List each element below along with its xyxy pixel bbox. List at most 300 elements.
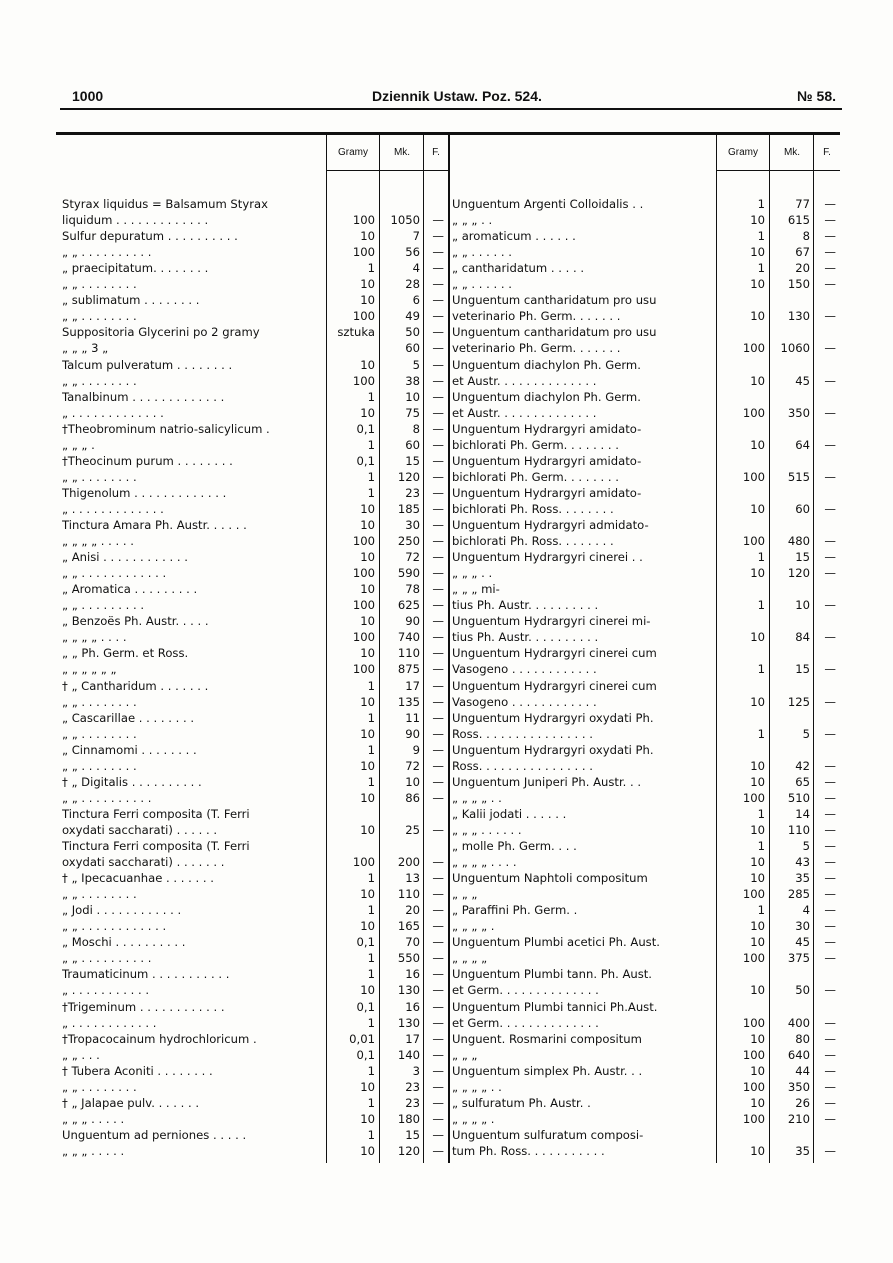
item-f: — [432, 871, 444, 886]
item-gramy: 1 [367, 1095, 375, 1110]
item-name: „ „ . . . . . . . . [62, 726, 137, 741]
item-mk: 50 [405, 325, 420, 340]
item-mk: 6 [412, 293, 420, 308]
item-mk: 615 [787, 213, 810, 228]
item-name: „ „ „ „ . . . . [452, 855, 517, 870]
item-mk: 10 [795, 598, 810, 613]
item-f: — [432, 453, 444, 468]
item-name: † „ Ipecacuanhae . . . . . . . [62, 871, 214, 886]
item-gramy: 10 [750, 437, 765, 452]
item-mk: 5 [802, 726, 810, 741]
item-name: „ „ . . . . . . . . [62, 277, 137, 292]
item-f: — [824, 871, 836, 886]
item-name: et Germ. . . . . . . . . . . . . . [452, 983, 599, 998]
col-f-right: F. [823, 147, 831, 158]
item-gramy: 1 [367, 774, 375, 789]
item-f: — [432, 1095, 444, 1110]
column-divider [326, 135, 327, 1163]
item-mk: 480 [787, 534, 810, 549]
item-name: Unguentum Plumbi acetici Ph. Aust. [452, 935, 660, 950]
item-f: — [824, 309, 836, 324]
item-gramy: 100 [352, 309, 375, 324]
item-mk: 78 [405, 582, 420, 597]
item-f: — [432, 534, 444, 549]
item-gramy: 10 [360, 614, 375, 629]
item-mk: 285 [787, 887, 810, 902]
item-name: bichlorati Ph. Ross. . . . . . . . [452, 501, 614, 516]
item-gramy: 10 [360, 1111, 375, 1126]
item-gramy: 10 [360, 501, 375, 516]
item-gramy: 1 [757, 197, 765, 211]
item-gramy: 10 [360, 1143, 375, 1158]
item-mk: 45 [795, 935, 810, 950]
item-name: Tinctura Ferri composita (T. Ferri [62, 839, 250, 853]
item-name: „ „ „ . . . . . . [452, 822, 522, 837]
item-name: „ „ . . . . . . . . . . [62, 245, 152, 260]
item-mk: 30 [405, 518, 420, 532]
item-name: „ „ . . . . . . . . [62, 469, 137, 484]
item-gramy: 10 [360, 790, 375, 805]
item-f: — [432, 293, 444, 308]
item-name: oxydati saccharati) . . . . . . [62, 822, 218, 837]
item-name: veterinario Ph. Germ. . . . . . . [452, 341, 621, 356]
item-mk: 44 [795, 1063, 810, 1078]
item-gramy: 10 [750, 630, 765, 645]
item-gramy: 100 [352, 373, 375, 388]
item-name: „ „ . . . . . . . . . . . . [62, 919, 167, 934]
item-mk: 70 [405, 935, 420, 950]
item-f: — [432, 213, 444, 228]
item-mk: 11 [405, 710, 420, 725]
item-mk: 350 [787, 405, 810, 420]
item-mk: 10 [405, 774, 420, 789]
item-f: — [432, 790, 444, 805]
item-f: — [432, 229, 444, 244]
item-f: — [432, 903, 444, 918]
item-gramy: 10 [360, 919, 375, 934]
column-divider [423, 135, 424, 1163]
item-gramy: 10 [750, 1031, 765, 1046]
item-gramy: 100 [742, 469, 765, 484]
item-f: — [432, 566, 444, 581]
item-name: Unguentum ad perniones . . . . . [62, 1127, 247, 1142]
item-f: — [824, 1047, 836, 1062]
item-name: bichlorati Ph. Germ. . . . . . . . [452, 437, 619, 452]
item-name: † „ Cantharidum . . . . . . . [62, 678, 209, 693]
item-gramy: 10 [750, 277, 765, 292]
item-f: — [432, 261, 444, 276]
item-name: „ . . . . . . . . . . . . . [62, 501, 164, 516]
item-gramy: 10 [750, 774, 765, 789]
item-mk: 13 [405, 871, 420, 886]
item-mk: 65 [795, 774, 810, 789]
item-f: — [432, 678, 444, 693]
item-mk: 110 [787, 822, 810, 837]
item-mk: 875 [397, 662, 420, 677]
item-gramy: 10 [360, 550, 375, 565]
item-mk: 375 [787, 951, 810, 966]
item-f: — [432, 1079, 444, 1094]
item-mk: 60 [405, 341, 420, 356]
item-mk: 25 [405, 822, 420, 837]
item-f: — [824, 341, 836, 356]
item-gramy: 1 [757, 598, 765, 613]
item-name: „ „ . . . . . . [452, 245, 512, 260]
running-header [60, 86, 840, 108]
item-f: — [432, 999, 444, 1014]
item-mk: 26 [795, 1095, 810, 1110]
item-name: Unguentum Hydrargyri amidato- [452, 421, 642, 436]
item-f: — [824, 245, 836, 260]
item-f: — [824, 405, 836, 420]
item-f: — [432, 373, 444, 388]
item-gramy: 100 [352, 630, 375, 645]
item-gramy: 100 [742, 1079, 765, 1094]
item-mk: 30 [795, 919, 810, 934]
item-name: tius Ph. Austr. . . . . . . . . . [452, 630, 599, 645]
item-gramy: 10 [360, 357, 375, 372]
item-mk: 23 [405, 485, 420, 500]
item-f: — [432, 951, 444, 966]
item-name: bichlorati Ph. Germ. . . . . . . . [452, 469, 619, 484]
item-f: — [824, 983, 836, 998]
item-gramy: 1 [757, 550, 765, 565]
item-f: — [432, 582, 444, 597]
item-name: Unguentum Naphtoli compositum [452, 871, 648, 886]
item-mk: 50 [795, 983, 810, 998]
item-gramy: 10 [360, 822, 375, 837]
item-mk: 15 [405, 453, 420, 468]
item-name: „ „ „ . . . . . [62, 1111, 125, 1126]
item-gramy: 100 [352, 662, 375, 677]
item-mk: 60 [405, 437, 420, 452]
item-mk: 3 [412, 1063, 420, 1078]
item-f: — [432, 742, 444, 757]
item-f: — [432, 694, 444, 709]
item-mk: 5 [802, 839, 810, 853]
item-name: Unguentum Juniperi Ph. Austr. . . [452, 774, 642, 789]
item-gramy: 10 [750, 1063, 765, 1078]
item-name: „ aromaticum . . . . . . [452, 229, 576, 244]
item-f: — [432, 518, 444, 532]
item-name: Unguentum Hydrargyri cinerei cum [452, 646, 657, 661]
item-name: Unguent. Rosmarini compositum [452, 1031, 642, 1046]
item-name: Unguentum Hydrargyri cinerei . . [452, 550, 643, 565]
item-gramy: 10 [750, 1095, 765, 1110]
item-gramy: 10 [750, 983, 765, 998]
item-mk: 165 [397, 919, 420, 934]
item-mk: 120 [397, 469, 420, 484]
item-gramy: 100 [742, 790, 765, 805]
item-mk: 35 [795, 871, 810, 886]
item-name: † Tubera Aconiti . . . . . . . . [62, 1063, 213, 1078]
item-gramy: 100 [742, 1111, 765, 1126]
item-gramy: 100 [742, 887, 765, 902]
item-name: †Theobrominum natrio-salicylicum . [62, 421, 270, 436]
item-name: „ „ . . . . . . . . [62, 1079, 137, 1094]
item-gramy: 10 [750, 1143, 765, 1158]
item-name: Unguentum diachylon Ph. Germ. [452, 357, 641, 372]
col-mk-right: Mk. [783, 147, 801, 158]
item-mk: 67 [795, 245, 810, 260]
item-gramy: 10 [750, 694, 765, 709]
page-number: 1000 [72, 88, 104, 104]
item-f: — [824, 1111, 836, 1126]
item-gramy: 10 [750, 309, 765, 324]
item-name: Unguentum Argenti Colloidalis . . [452, 197, 644, 211]
item-gramy: 1 [367, 678, 375, 693]
item-f: — [824, 919, 836, 934]
item-name: Unguentum Plumbi tann. Ph. Aust. [452, 967, 652, 982]
item-name: „ sublimatum . . . . . . . . [62, 293, 200, 308]
item-gramy: 1 [757, 839, 765, 853]
item-name: „ „ „ „ [452, 951, 488, 966]
item-gramy: 10 [750, 919, 765, 934]
item-name: Unguentum cantharidatum pro usu [452, 293, 657, 308]
item-name: „ Paraffini Ph. Germ. . [452, 903, 578, 918]
item-name: „ . . . . . . . . . . . [62, 983, 150, 998]
item-name: Unguentum Hydrargyri cinerei cum [452, 678, 657, 693]
item-name: Unguentum Hydrargyri cinerei mi- [452, 614, 651, 629]
item-gramy: 1 [367, 967, 375, 982]
item-f: — [432, 245, 444, 260]
item-f: — [432, 630, 444, 645]
item-name: „ . . . . . . . . . . . . [62, 1015, 157, 1030]
item-f: — [824, 630, 836, 645]
item-gramy: 100 [742, 341, 765, 356]
item-gramy: 10 [750, 566, 765, 581]
item-mk: 740 [397, 630, 420, 645]
item-gramy: 100 [742, 1015, 765, 1030]
item-name: „ „ „ 3 „ [62, 341, 109, 356]
item-f: — [432, 967, 444, 982]
item-f: — [824, 261, 836, 276]
item-mk: 42 [795, 758, 810, 773]
item-f: — [824, 501, 836, 516]
item-gramy: 1 [367, 261, 375, 276]
item-name: Unguentum Hydrargyri amidato- [452, 485, 642, 500]
item-f: — [432, 1127, 444, 1142]
item-name: †Trigeminum . . . . . . . . . . . . [62, 999, 225, 1014]
item-f: — [432, 1143, 444, 1158]
item-mk: 140 [397, 1047, 420, 1062]
item-f: — [824, 903, 836, 918]
item-name: bichlorati Ph. Ross. . . . . . . . [452, 534, 614, 549]
item-name: „ „ „ „ . [452, 1111, 495, 1126]
item-gramy: 0,1 [356, 935, 375, 950]
item-mk: 135 [397, 694, 420, 709]
item-mk: 550 [397, 951, 420, 966]
item-f: — [432, 726, 444, 741]
item-name: Tinctura Amara Ph. Austr. . . . . . [62, 518, 247, 532]
item-mk: 120 [397, 1143, 420, 1158]
item-name: tius Ph. Austr. . . . . . . . . . [452, 598, 599, 613]
item-f: — [824, 469, 836, 484]
item-name: †Tropacocainum hydrochloricum . [62, 1031, 257, 1046]
item-mk: 8 [412, 421, 420, 436]
item-mk: 400 [787, 1015, 810, 1030]
item-f: — [824, 1031, 836, 1046]
item-mk: 84 [795, 630, 810, 645]
item-gramy: 100 [352, 855, 375, 870]
item-gramy: 10 [750, 822, 765, 837]
item-gramy: 1 [367, 1127, 375, 1142]
item-mk: 16 [405, 999, 420, 1014]
item-name: „ „ „ „ . . . . [62, 630, 127, 645]
item-f: — [824, 197, 836, 211]
item-mk: 43 [795, 855, 810, 870]
item-name: „ „ „ „ „ „ [62, 662, 117, 677]
item-f: — [432, 501, 444, 516]
item-name: † „ Digitalis . . . . . . . . . . [62, 774, 202, 789]
item-mk: 15 [795, 550, 810, 565]
item-gramy: 1 [757, 726, 765, 741]
item-name: „ „ . . . . . . . . . . . . [62, 566, 167, 581]
item-f: — [824, 277, 836, 292]
item-name: „ „ „ . . . . . [62, 1143, 125, 1158]
item-f: — [432, 662, 444, 677]
item-name: Tanalbinum . . . . . . . . . . . . . [62, 389, 225, 404]
item-name: Vasogeno . . . . . . . . . . . . [452, 662, 597, 677]
item-f: — [824, 806, 836, 821]
header-rule [60, 108, 842, 110]
item-name: Unguentum Hydrargyri amidato- [452, 453, 642, 468]
item-gramy: 100 [742, 534, 765, 549]
item-mk: 625 [397, 598, 420, 613]
item-name: Thigenolum . . . . . . . . . . . . . [62, 485, 227, 500]
item-name: †Theocinum purum . . . . . . . . [62, 453, 233, 468]
item-f: — [432, 1015, 444, 1030]
item-gramy: 10 [750, 855, 765, 870]
item-f: — [824, 790, 836, 805]
col-mk-left: Mk. [393, 147, 411, 158]
journal-title: Dziennik Ustaw. Poz. 524. [372, 88, 542, 104]
item-gramy: 10 [750, 501, 765, 516]
item-name: liquidum . . . . . . . . . . . . . [62, 213, 209, 228]
item-f: — [432, 935, 444, 950]
item-name: „ Cascarillae . . . . . . . . [62, 710, 195, 725]
item-gramy: 1 [757, 903, 765, 918]
column-divider [769, 135, 770, 1163]
item-gramy: 0,01 [349, 1031, 375, 1046]
item-mk: 110 [397, 887, 420, 902]
column-divider [448, 135, 450, 1163]
item-f: — [432, 822, 444, 837]
item-mk: 7 [412, 229, 420, 244]
item-f: — [432, 1031, 444, 1046]
item-name: et Austr. . . . . . . . . . . . . . [452, 373, 597, 388]
item-name: Unguentum simplex Ph. Austr. . . [452, 1063, 643, 1078]
item-name: Traumaticinum . . . . . . . . . . . [62, 967, 230, 982]
item-name: Sulfur depuratum . . . . . . . . . . [62, 229, 238, 244]
item-f: — [824, 726, 836, 741]
item-mk: 72 [405, 758, 420, 773]
item-gramy: 100 [352, 534, 375, 549]
item-mk: 150 [787, 277, 810, 292]
header-underline [716, 170, 840, 171]
item-name: oxydati saccharati) . . . . . . . [62, 855, 225, 870]
item-mk: 185 [397, 501, 420, 516]
item-mk: 77 [795, 197, 810, 211]
item-gramy: 10 [750, 871, 765, 886]
item-f: — [432, 277, 444, 292]
item-gramy: 1 [367, 710, 375, 725]
item-name: „ „ . . . . . . . . . [62, 598, 145, 613]
item-gramy: 100 [742, 405, 765, 420]
item-name: „ „ . . . . . . [452, 277, 512, 292]
item-mk: 120 [787, 566, 810, 581]
column-divider [379, 135, 380, 1163]
item-f: — [824, 1015, 836, 1030]
header-underline [326, 170, 448, 171]
item-f: — [432, 983, 444, 998]
item-mk: 38 [405, 373, 420, 388]
item-f: — [432, 485, 444, 500]
item-gramy: 1 [757, 261, 765, 276]
item-f: — [824, 822, 836, 837]
item-mk: 15 [405, 1127, 420, 1142]
item-mk: 90 [405, 726, 420, 741]
item-gramy: 10 [360, 646, 375, 661]
item-name: Unguentum sulfuratum composi- [452, 1127, 644, 1142]
item-gramy: 0,1 [356, 453, 375, 468]
item-name: Unguentum Hydrargyri admidato- [452, 518, 649, 532]
item-name: „ sulfuratum Ph. Austr. . [452, 1095, 591, 1110]
item-f: — [824, 774, 836, 789]
item-name: „ „ „ „ . [452, 919, 495, 934]
item-name: Vasogeno . . . . . . . . . . . . [452, 694, 597, 709]
item-mk: 15 [795, 662, 810, 677]
item-name: Ross. . . . . . . . . . . . . . . . [452, 726, 593, 741]
item-name: „ cantharidatum . . . . . [452, 261, 585, 276]
item-gramy: 100 [352, 213, 375, 228]
item-gramy: 1 [367, 1063, 375, 1078]
item-name: „ Anisi . . . . . . . . . . . . [62, 550, 188, 565]
item-gramy: 1 [367, 742, 375, 757]
item-name: „ Kalii jodati . . . . . . [452, 806, 567, 821]
item-f: — [824, 550, 836, 565]
item-mk: 510 [787, 790, 810, 805]
item-mk: 5 [412, 357, 420, 372]
item-f: — [432, 437, 444, 452]
item-gramy: 10 [360, 582, 375, 597]
item-mk: 72 [405, 550, 420, 565]
item-gramy: 1 [367, 951, 375, 966]
item-name: „ „ . . . . . . . . [62, 758, 137, 773]
item-name: „ „ „ „ . . [452, 1079, 502, 1094]
item-f: — [432, 598, 444, 613]
item-mk: 590 [397, 566, 420, 581]
item-gramy: 10 [360, 726, 375, 741]
item-f: — [824, 935, 836, 950]
item-mk: 1050 [390, 213, 420, 228]
item-mk: 28 [405, 277, 420, 292]
item-gramy: 1 [757, 806, 765, 821]
item-name: „ „ „ . . [452, 213, 493, 228]
item-gramy: 100 [352, 245, 375, 260]
item-mk: 35 [795, 1143, 810, 1158]
item-mk: 17 [405, 1031, 420, 1046]
item-mk: 10 [405, 389, 420, 404]
item-mk: 80 [795, 1031, 810, 1046]
item-mk: 23 [405, 1095, 420, 1110]
item-gramy: 1 [367, 389, 375, 404]
item-name: „ „ „ [452, 887, 478, 902]
item-mk: 640 [787, 1047, 810, 1062]
item-name: „ „ „ [452, 1047, 478, 1062]
item-gramy: sztuka [337, 325, 375, 340]
item-gramy: 10 [360, 229, 375, 244]
